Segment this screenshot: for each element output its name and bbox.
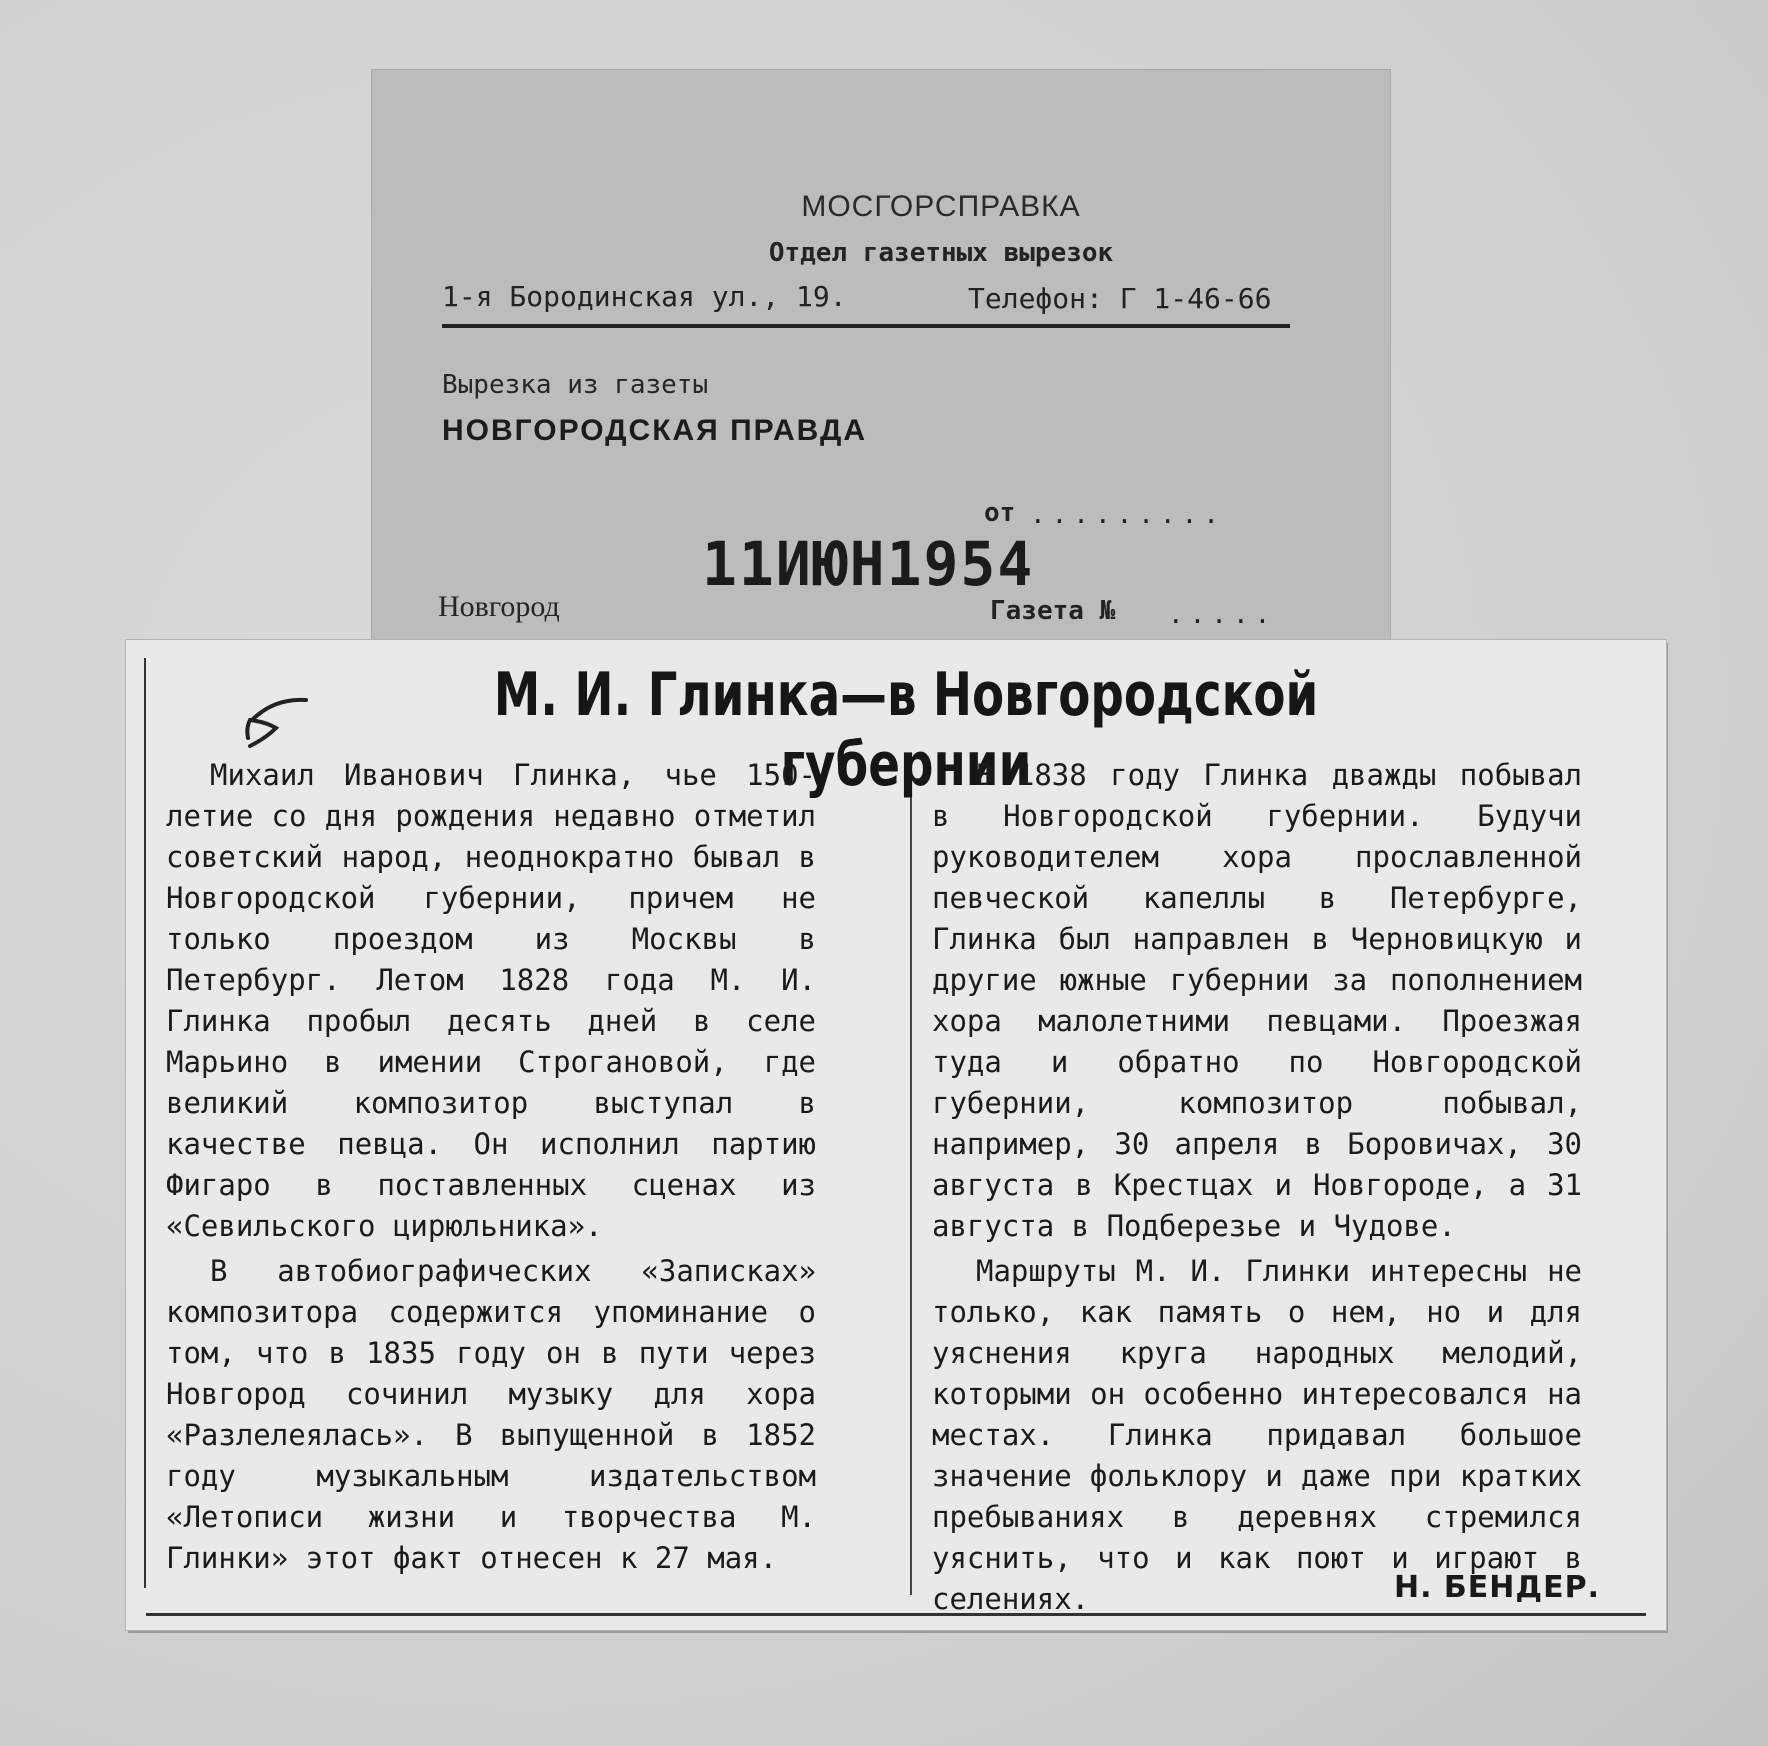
newspaper-name: НОВГОРОДСКАЯ ПРАВДА — [442, 414, 867, 447]
left-border-rule — [144, 658, 146, 1588]
from-dots: ......... — [1030, 500, 1225, 530]
phone: Телефон: Г 1-46-66 — [968, 282, 1272, 315]
handwritten-page-number — [236, 688, 316, 758]
department-name: Отдел газетных вырезок — [768, 238, 1114, 268]
article-column-right — [932, 755, 1582, 1620]
city: Новгород — [438, 590, 560, 623]
paragraph: Михаил Иванович Глинка, чье 150-летие со дня рождения недавно отметил советский народ, неоднократно бывал в Новгородской губернии, причем не только проездом из Москвы в Петербург. Летом 1828 года М. И. Глинка пробыл десять дней в селе Марьино в имении Строгановой, где великий композитор выступал в качестве певца. Он исполнил партию Фигаро в поставленных сценах из «Севильского цирюльника». — [166, 758, 816, 1243]
address: 1-я Бородинская ул., 19. — [442, 280, 847, 313]
column-divider — [910, 755, 912, 1595]
organization-name: МОСГОРСПРАВКА — [801, 190, 1081, 223]
paragraph: Маршруты М. И. Глинки интересны не только, как память о нем, но и для уяснения круга народных мелодий, которыми он особенно интересовался на местах. Глинка придавал большое значение фольклору и даже при кратких пребываниях в деревнях стремился уяснить, что и как поют и играют в селениях. — [932, 1254, 1582, 1616]
paragraph: В 1838 году Глинка дважды побывал в Новгородской губернии. Будучи руководителем хора прославленной певческой капеллы в Петербурге, Глинка был направлен в Черновицкую и другие южные губернии за пополнением хора малолетними певцами. Проезжая туда и обратно по Новгородской губернии, композитор побывал, например, 30 апреля в Боровичах, 30 августа в Крестцах и Новгороде, а 31 августа в Подберезье и Чудове. — [932, 758, 1582, 1243]
from-label: от — [984, 498, 1016, 528]
cutting-label: Вырезка из газеты — [442, 370, 709, 400]
article-column-left — [166, 755, 816, 1579]
article-headline: М. И. Глинка—в Новгородской губернии — [493, 660, 1319, 800]
date-stamp: 11ИЮН1954 — [702, 528, 1035, 600]
paragraph: В автобиографических «Записках» композитора содержится упоминание о том, что в 1835 году он в пути через Новгород сочинил музыку для хора «Разлелеялась». В выпущенной в 1852 году музыкальным издательством «Летописи жизни и творчества М. Глинки» этот факт отнесен к 27 мая. — [166, 1254, 816, 1575]
issue-label: Газета № — [990, 596, 1116, 626]
article-author: Н. БЕНДЕР. — [1393, 1570, 1600, 1605]
reference-card — [372, 70, 1390, 670]
issue-dots: ..... — [1168, 600, 1277, 630]
header-rule — [442, 324, 1290, 328]
newspaper-clipping — [126, 640, 1666, 1630]
